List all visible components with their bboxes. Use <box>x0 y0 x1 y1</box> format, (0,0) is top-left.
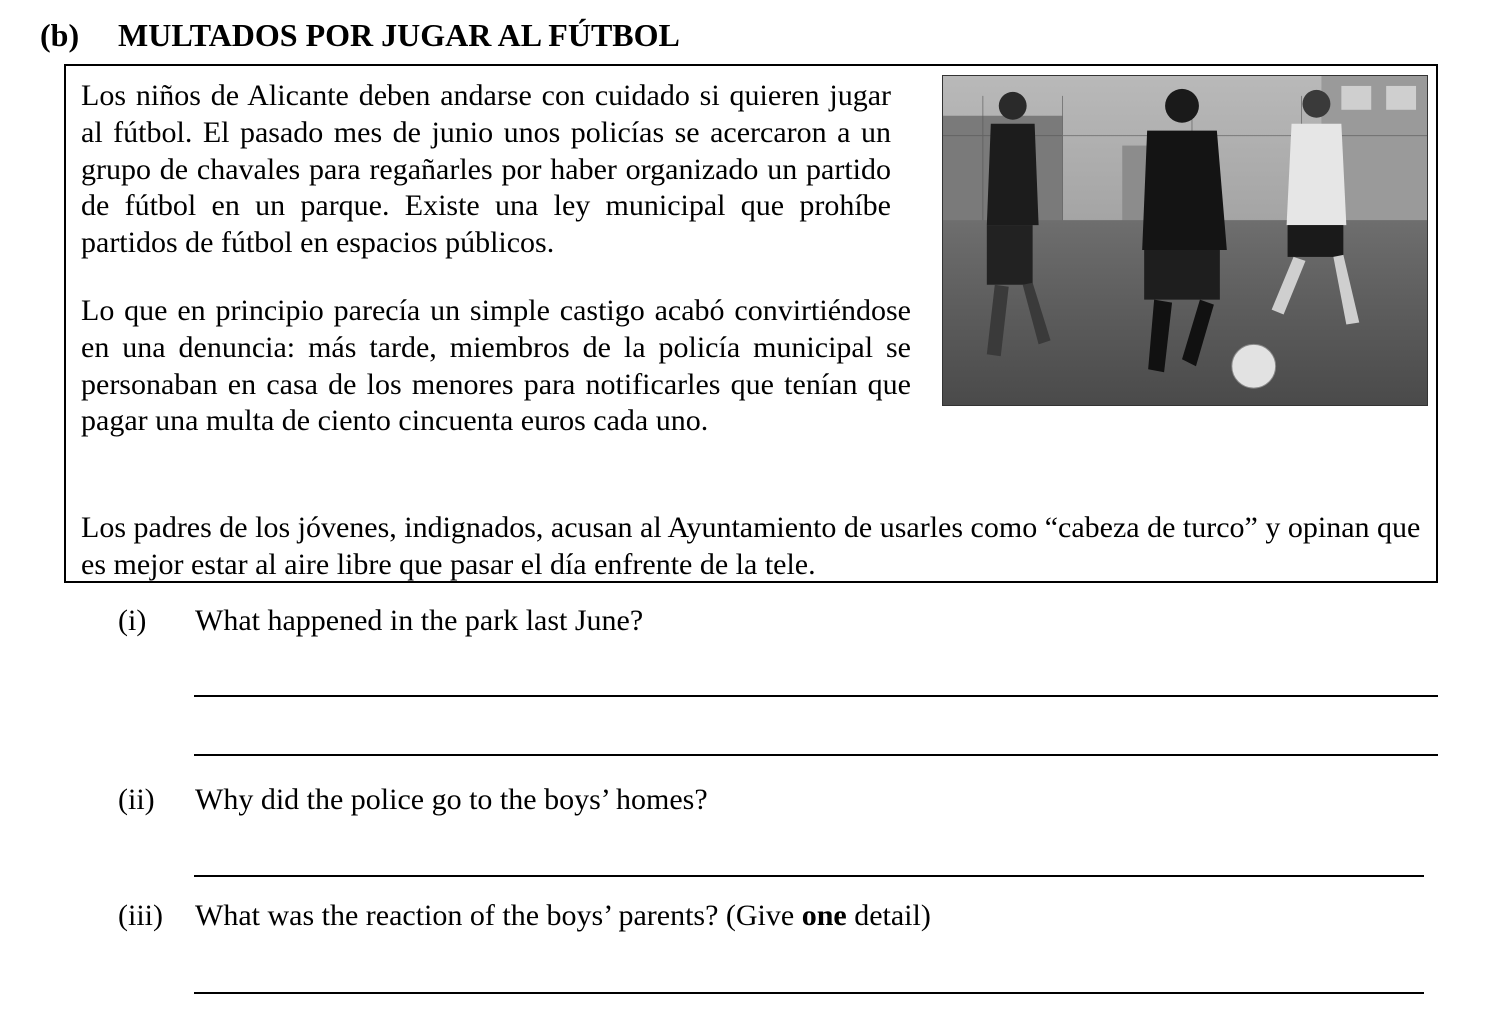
section-heading <box>40 14 680 56</box>
article-paragraph-2: Lo que en principio parecía un simple castigo acabó convirtiéndose en una denuncia: más tarde, miembros de la policía municipal se personaban en casa de los menores para notificarles que tenían que pagar una multa de ciento cincuenta euros cada uno. <box>81 294 911 438</box>
question-3-text-before: What was the reaction of the boys’ parents? (Give <box>195 899 802 932</box>
answer-line-3[interactable] <box>194 992 1424 994</box>
answer-line-2[interactable] <box>194 875 1424 877</box>
question-2-text: Why did the police go to the boys’ homes? <box>195 783 708 816</box>
section-label: (b) <box>40 17 80 53</box>
question-3-text <box>195 898 931 934</box>
section-title: MULTADOS POR JUGAR AL FÚTBOL <box>118 17 680 53</box>
question-3-text-after: detail) <box>846 899 931 932</box>
question-3-text-emphasis: one <box>801 899 847 932</box>
answer-line-1a[interactable] <box>194 695 1438 697</box>
article-box <box>64 64 1438 583</box>
football-photo-illustration <box>943 76 1427 405</box>
article-paragraph-1: Los niños de Alicante deben andarse con cuidado si quieren jugar al fútbol. El pasado mes de junio unos policías se acercaron a un grupo de chavales para regañarles por haber organizado un partido de fútbol en un parque. Existe una ley municipal que prohíbe partidos de fútbol en espacios públicos. <box>81 79 891 260</box>
question-2-number: (ii) <box>118 783 155 816</box>
article-paragraph-3: Los padres de los jóvenes, indignados, acusan al Ayuntamiento de usarles como “cabeza de turco” y opinan que es mejor estar al aire libre que pasar el día enfrente de la tele. <box>81 511 1421 581</box>
football-photo <box>942 75 1428 406</box>
answer-line-1b[interactable] <box>194 754 1438 756</box>
question-1-number: (i) <box>118 604 147 637</box>
question-3-number: (iii) <box>118 899 163 932</box>
question-1-text: What happened in the park last June? <box>195 604 644 637</box>
